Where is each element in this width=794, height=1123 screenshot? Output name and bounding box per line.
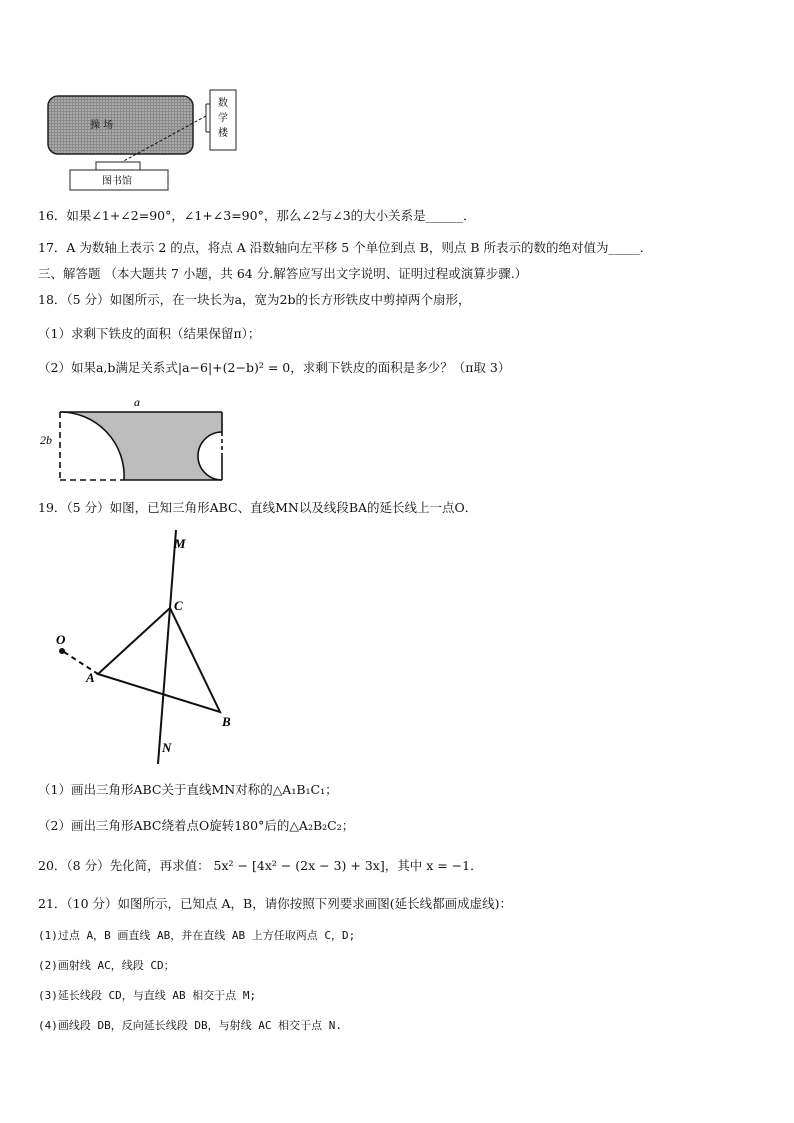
question-18-stem: 18．（5 分）如图所示，在一块长为a，宽为2b的长方形铁皮中剪掉两个扇形， xyxy=(38,292,471,307)
label-N: N xyxy=(162,740,172,755)
section-3-heading: 三、解答题 （本大题共 7 小题，共 64 分.解答应写出文字说明、证明过程或演算步骤.） xyxy=(38,266,528,281)
playground-field xyxy=(48,96,193,154)
question-17: 17．A 为数轴上表示 2 的点，将点 A 沿数轴向左平移 5 个单位到点 B，则点 B 所表示的数的绝对值为_____． xyxy=(38,240,653,255)
question-16: 16．如果∠1+∠2=90°，∠1+∠3=90°，那么∠2与∠3的大小关系是______． xyxy=(38,208,476,223)
label-M: M xyxy=(174,536,186,551)
building-char-1: 数 xyxy=(218,98,228,109)
triangle-abc xyxy=(98,608,220,712)
question-21-item-3: (3)延长线段 CD，与直线 AB 相交于点 M; xyxy=(38,989,257,1002)
label-A: A xyxy=(86,670,95,685)
question-19-part2: （2）画出三角形ABC绕着点O旋转180°后的△A₂B₂C₂； xyxy=(38,818,355,833)
label-C: C xyxy=(174,598,183,613)
question-18-part2: （2）如果a,b满足关系式|a−6|+(2−b)² = 0，求剩下铁皮的面积是多少？（π取 3） xyxy=(38,360,511,375)
label-a: a xyxy=(134,395,140,409)
question-21-item-1: (1)过点 A，B 画直线 AB，并在直线 AB 上方任取两点 C，D; xyxy=(38,929,356,942)
question-21-item-4: (4)画线段 DB，反向延长线段 DB，与射线 AC 相交于点 N. xyxy=(38,1019,342,1032)
triangle-figure xyxy=(50,528,270,768)
sheet-figure xyxy=(36,394,236,482)
playground-label: 操 场 xyxy=(90,120,114,131)
library-label: 图书馆 xyxy=(102,176,132,187)
question-21-stem: 21．（10 分）如图所示，已知点 A，B，请你按照下列要求画图(延长线都画成虚线)： xyxy=(38,896,512,911)
line-mn xyxy=(158,530,176,764)
building-char-2: 学 xyxy=(218,113,228,124)
question-18-part1: （1）求剩下铁皮的面积（结果保留π）； xyxy=(38,326,261,341)
label-2b: 2b xyxy=(40,433,52,447)
label-O: O xyxy=(56,632,66,647)
question-20: 20．（8 分）先化简，再求值： 5x² − [4x² − (2x − 3) + 3x]，其中 x = −1． xyxy=(38,858,483,873)
question-21-item-2: (2)画射线 AC，线段 CD； xyxy=(38,959,175,972)
question-19-part1: （1）画出三角形ABC关于直线MN对称的△A₁B₁C₁； xyxy=(38,782,338,797)
point-o xyxy=(59,648,65,654)
remaining-area xyxy=(60,412,222,480)
building-char-3: 楼 xyxy=(218,128,228,139)
label-B: B xyxy=(222,714,231,729)
campus-figure xyxy=(40,88,250,196)
question-19-stem: 19．（5 分）如图，已知三角形ABC、直线MN以及线段BA的延长线上一点O． xyxy=(38,500,478,515)
library-step xyxy=(96,162,140,170)
